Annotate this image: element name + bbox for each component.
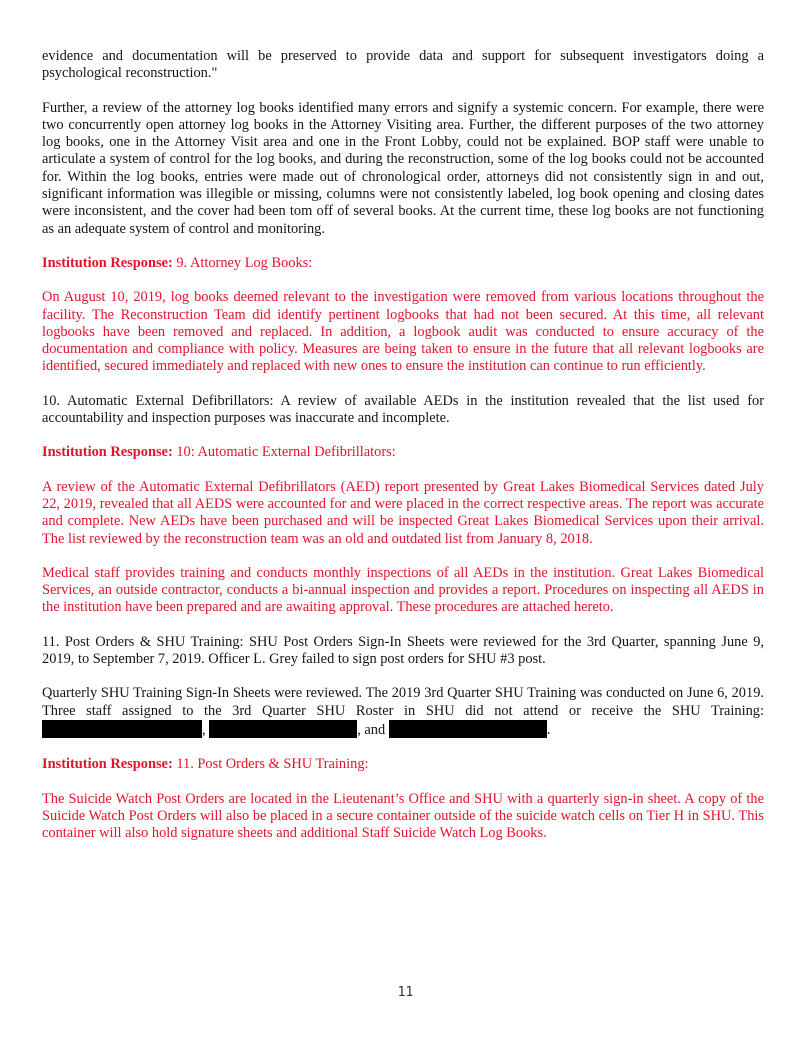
separator-comma: ,	[202, 721, 206, 738]
response-body-11: The Suicide Watch Post Orders are located in the Lieutenant’s Office and SHU with a quarterly sign-in sheet. A copy of the Suicide Watch Post Orders will also be placed in a secure container outside of the suicide watch cells on Tier H in SHU. This container will also hold signature sheets and additional Staff Suicide Watch Log Books.	[42, 790, 764, 842]
response-body-9: On August 10, 2019, log books deemed relevant to the investigation were removed from various locations throughout the facility. The Reconstruction Team did identify pertinent logbooks that had not been secured. At this time, all relevant logbooks have been removed and replaced. In addition, a logbook audit was conducted to ensure accuracy of the documentation and compliance with policy. Measures are being taken to ensure in the future that all relevant logbooks are identified, secured immediately and replaced with new ones to ensure the institution can continue to run efficiently.	[42, 289, 764, 375]
response-title: 11. Post Orders & SHU Training:	[172, 756, 369, 773]
response-title: 10: Automatic External Defibrillators:	[172, 444, 396, 461]
response-label: Institution Response:	[42, 756, 173, 773]
separator-period: .	[546, 721, 551, 738]
response-body-10a: A review of the Automatic External Defibrillators (AED) report presented by Great Lakes Biomedical Services dated July 22, 2019, revealed that all AEDS were accounted for and were placed in the correct respective areas. The report was accurate and complete. New AEDs have been purchased and will be inspected Great Lakes Biomedical Services upon their arrival. The list reviewed by the reconstruction team was an old and outdated list from January 8, 2018.	[42, 478, 764, 547]
paragraph-attorney-log-review: Further, a review of the attorney log books identified many errors and signify a systemic concern. For example, there were two concurrently open attorney log books in the Attorney Visiting area. Further, the different purposes of the two attorney log books, one in the Attorney Visit area and one in the Front Lobby, could not be explained. BOP staff were unable to articulate a system of control for the log books, and during the reconstruction, some of the log books could not be accounted for. Within the log books, entries were made out of chronological order, attorneys did not consistently sign in and out, significant information was illegible or missing, columns were not consistently labeled, log book opening and closing dates were inconsistent, and the cover had been tom off of several books. At the current time, these log books are not functioning as an adequate system of control and monitoring.	[42, 99, 764, 237]
redaction-box	[389, 720, 547, 738]
response-heading-11	[42, 756, 764, 773]
paragraph-evidence: evidence and documentation will be preserved to provide data and support for subsequent investigators doing a psychological reconstruction."	[42, 48, 764, 82]
redaction-box	[42, 720, 202, 738]
separator-and: , and	[357, 721, 386, 738]
redaction-box	[209, 720, 357, 738]
response-label: Institution Response:	[42, 444, 173, 461]
paragraph-shu-training	[42, 685, 764, 739]
response-title: 9. Attorney Log Books:	[172, 254, 313, 271]
response-label: Institution Response:	[42, 254, 173, 271]
response-body-10b: Medical staff provides training and conducts monthly inspections of all AEDs in the institution. Great Lakes Biomedical Services, an outside contractor, conducts a bi-annual inspection and provides a report. Procedures on inspecting all AEDS in the institution have been prepared and are awaiting approval. These procedures are attached hereto.	[42, 564, 764, 616]
page-number: 11	[397, 985, 414, 1000]
shu-training-text: Quarterly SHU Training Sign-In Sheets were reviewed. The 2019 3rd Quarter SHU Training was conducted on June 6, 2019. Three staff assigned to the 3rd Quarter SHU Roster in SHU did not attend or receive the SHU Training:	[42, 685, 764, 719]
response-heading-9	[42, 255, 764, 272]
document-page	[42, 48, 764, 842]
paragraph-aed: 10. Automatic External Defibrillators: A review of available AEDs in the institution revealed that the list used for accountability and inspection purposes was inaccurate and incomplete.	[42, 392, 764, 427]
response-heading-10	[42, 444, 764, 461]
paragraph-post-orders: 11. Post Orders & SHU Training: SHU Post Orders Sign-In Sheets were reviewed for the 3rd Quarter, spanning June 9, 2019, to September 7, 2019. Officer L. Grey failed to sign post orders for SHU #3 post.	[42, 633, 764, 668]
